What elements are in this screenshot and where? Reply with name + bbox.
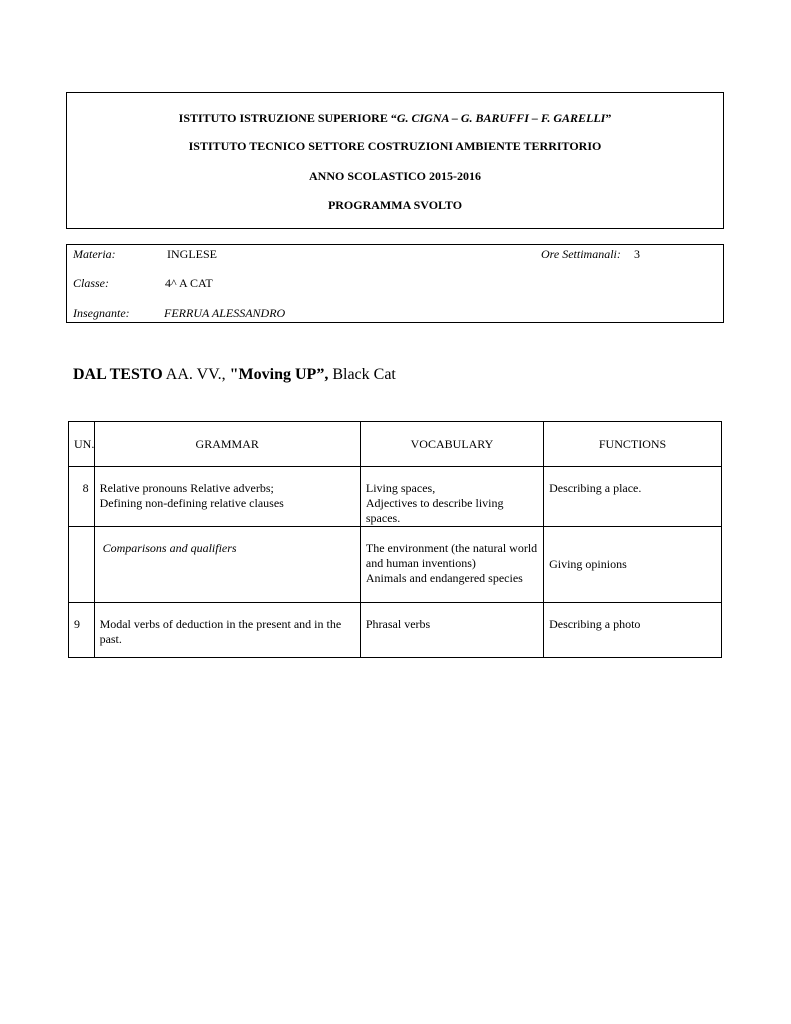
functions-cell: Describing a photo xyxy=(544,603,722,658)
unit-number: 8 xyxy=(69,467,95,527)
textbook-name: "Moving UP”, xyxy=(229,366,329,383)
table-header-row xyxy=(69,422,722,467)
header-vocabulary: VOCABULARY xyxy=(360,422,543,467)
classe-value: 4^ A CAT xyxy=(165,276,213,290)
insegnante-row xyxy=(67,306,723,322)
ore-settimanali-value: 3 xyxy=(634,247,640,261)
school-header-box xyxy=(66,92,724,229)
insegnante-value: FERRUA ALESSANDRO xyxy=(164,306,286,320)
course-info-box xyxy=(66,244,724,323)
unit-number: 9 xyxy=(69,603,95,658)
header-grammar: GRAMMAR xyxy=(94,422,360,467)
document-title: PROGRAMMA SVOLTO xyxy=(327,198,463,212)
table-row xyxy=(69,527,722,603)
program-table xyxy=(68,421,722,658)
unit-number xyxy=(69,527,95,603)
materia-row xyxy=(67,247,723,263)
ore-settimanali-label: Ore Settimanali: xyxy=(541,247,621,261)
materia-label: Materia: xyxy=(73,247,116,261)
textbook-title: DAL TESTO AA. VV., "Moving UP”, Black Cat xyxy=(73,366,396,383)
grammar-cell: Modal verbs of deduction in the present and in the past. xyxy=(94,603,360,658)
grammar-cell: Relative pronouns Relative adverbs; Defining non-defining relative clauses xyxy=(94,467,360,527)
classe-row xyxy=(67,276,723,292)
insegnante-label: Insegnante: xyxy=(73,306,130,320)
table-row xyxy=(69,603,722,658)
school-name: ISTITUTO ISTRUZIONE SUPERIORE “G. CIGNA – G. BARUFFI – F. GARELLI” xyxy=(178,111,612,125)
functions-cell: Giving opinions xyxy=(544,527,722,603)
functions-cell: Describing a place. xyxy=(544,467,722,527)
school-namesakes: G. CIGNA – G. BARUFFI – F. GARELLI xyxy=(396,111,606,125)
header-un: UN. xyxy=(69,422,95,467)
table-row xyxy=(69,467,722,527)
vocabulary-cell: Phrasal verbs xyxy=(360,603,543,658)
header-functions: FUNCTIONS xyxy=(544,422,722,467)
classe-label: Classe: xyxy=(73,276,109,290)
materia-value: INGLESE xyxy=(167,247,217,261)
school-year: ANNO SCOLASTICO 2015-2016 xyxy=(308,169,482,183)
vocabulary-cell: Living spaces, Adjectives to describe living spaces. xyxy=(360,467,543,527)
vocabulary-cell: The environment (the natural world and human inventions) Animals and endangered species xyxy=(360,527,543,603)
school-sector: ISTITUTO TECNICO SETTORE COSTRUZIONI AMBIENTE TERRITORIO xyxy=(188,139,602,153)
grammar-cell: Comparisons and qualifiers xyxy=(94,527,360,603)
